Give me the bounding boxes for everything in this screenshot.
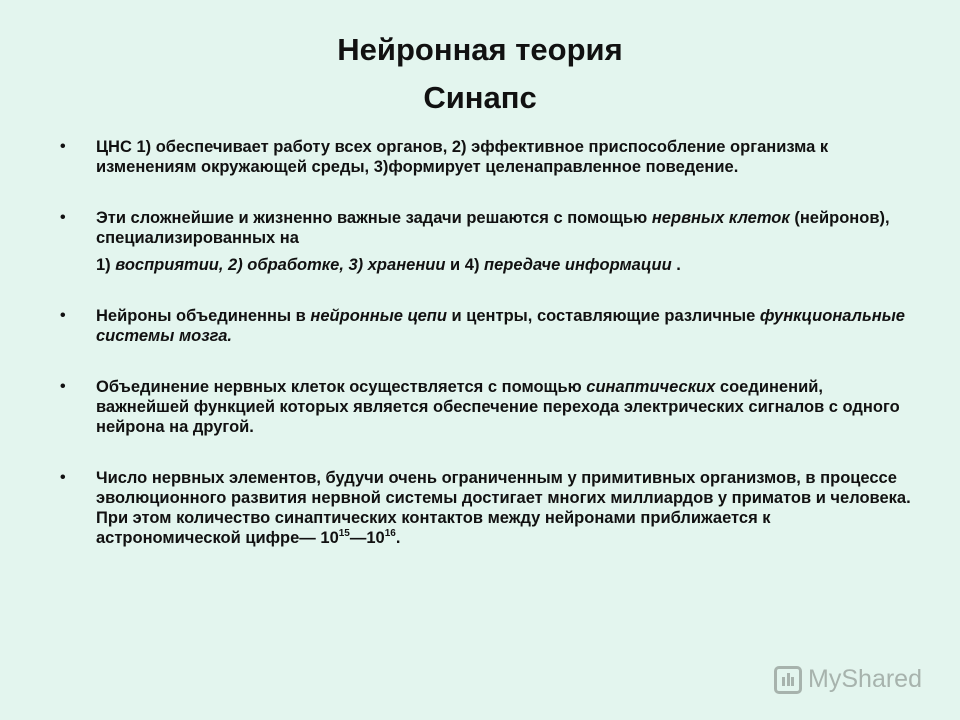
italic-term: восприятии, 2) обработке, 3) хранении xyxy=(115,256,446,274)
bullet-list xyxy=(58,137,918,579)
bullet-item-1 xyxy=(58,137,918,177)
italic-term: нервных клеток xyxy=(651,209,790,227)
bullet-dot: • xyxy=(60,209,66,226)
bullet-item-4 xyxy=(58,377,918,437)
bullet-item-3 xyxy=(58,306,918,346)
exponent: 15 xyxy=(338,528,350,539)
bullet-text: ЦНС 1) обеспечивает работу всех органов, 2) эффективное приспособление организма к изменениям окружающей среды, 3)формирует целенаправленное поведение. xyxy=(96,138,829,176)
bullet-text: Число нервных элементов, будучи очень ограниченным у примитивных организмов, в процессе эволюционного развития нервной системы достигает многих миллиардов у приматов и человека. При этом количество синаптических контактов между нейронами приближается к астрономической цифре— $10^{15}—10^{16}$. xyxy=(96,469,911,547)
bullet-text: Объединение нервных клеток осуществляется с помощью синаптических соединений, важнейшей функцией которых является обеспечение перехода электрических сигналов с одного нейрона на другой. xyxy=(96,378,900,436)
exponent: 16 xyxy=(384,528,396,539)
chart-logo-icon xyxy=(774,666,802,694)
bullet-dot: • xyxy=(60,307,66,324)
italic-term: функциональные системы мозга. xyxy=(96,307,905,345)
bullet-text: Нейроны объединенны в нейронные цепи и центры, составляющие различные функциональные системы мозга. xyxy=(96,307,905,345)
slide-title xyxy=(0,26,960,122)
italic-term: синаптических xyxy=(586,378,716,396)
bullet-item-2 xyxy=(58,208,918,275)
bullet-text: Эти сложнейшие и жизненно важные задачи решаются с помощью нервных клеток (нейронов), специализированных на xyxy=(96,209,890,247)
bullet-subtext: 1) восприятии, 2) обработке, 3) хранении и 4) передаче информации . xyxy=(96,256,681,274)
bullet-dot: • xyxy=(60,469,66,486)
watermark-text: MyShared xyxy=(808,665,922,693)
bullet-item-5 xyxy=(58,468,918,548)
title-line-2: Синапс xyxy=(423,80,537,115)
bullet-dot: • xyxy=(60,378,66,395)
italic-term: передаче информации xyxy=(484,256,672,274)
watermark-logo xyxy=(774,665,922,694)
bullet-dot: • xyxy=(60,138,66,155)
title-line-1: Нейронная теория xyxy=(337,32,623,67)
italic-term: нейронные цепи xyxy=(310,307,447,325)
